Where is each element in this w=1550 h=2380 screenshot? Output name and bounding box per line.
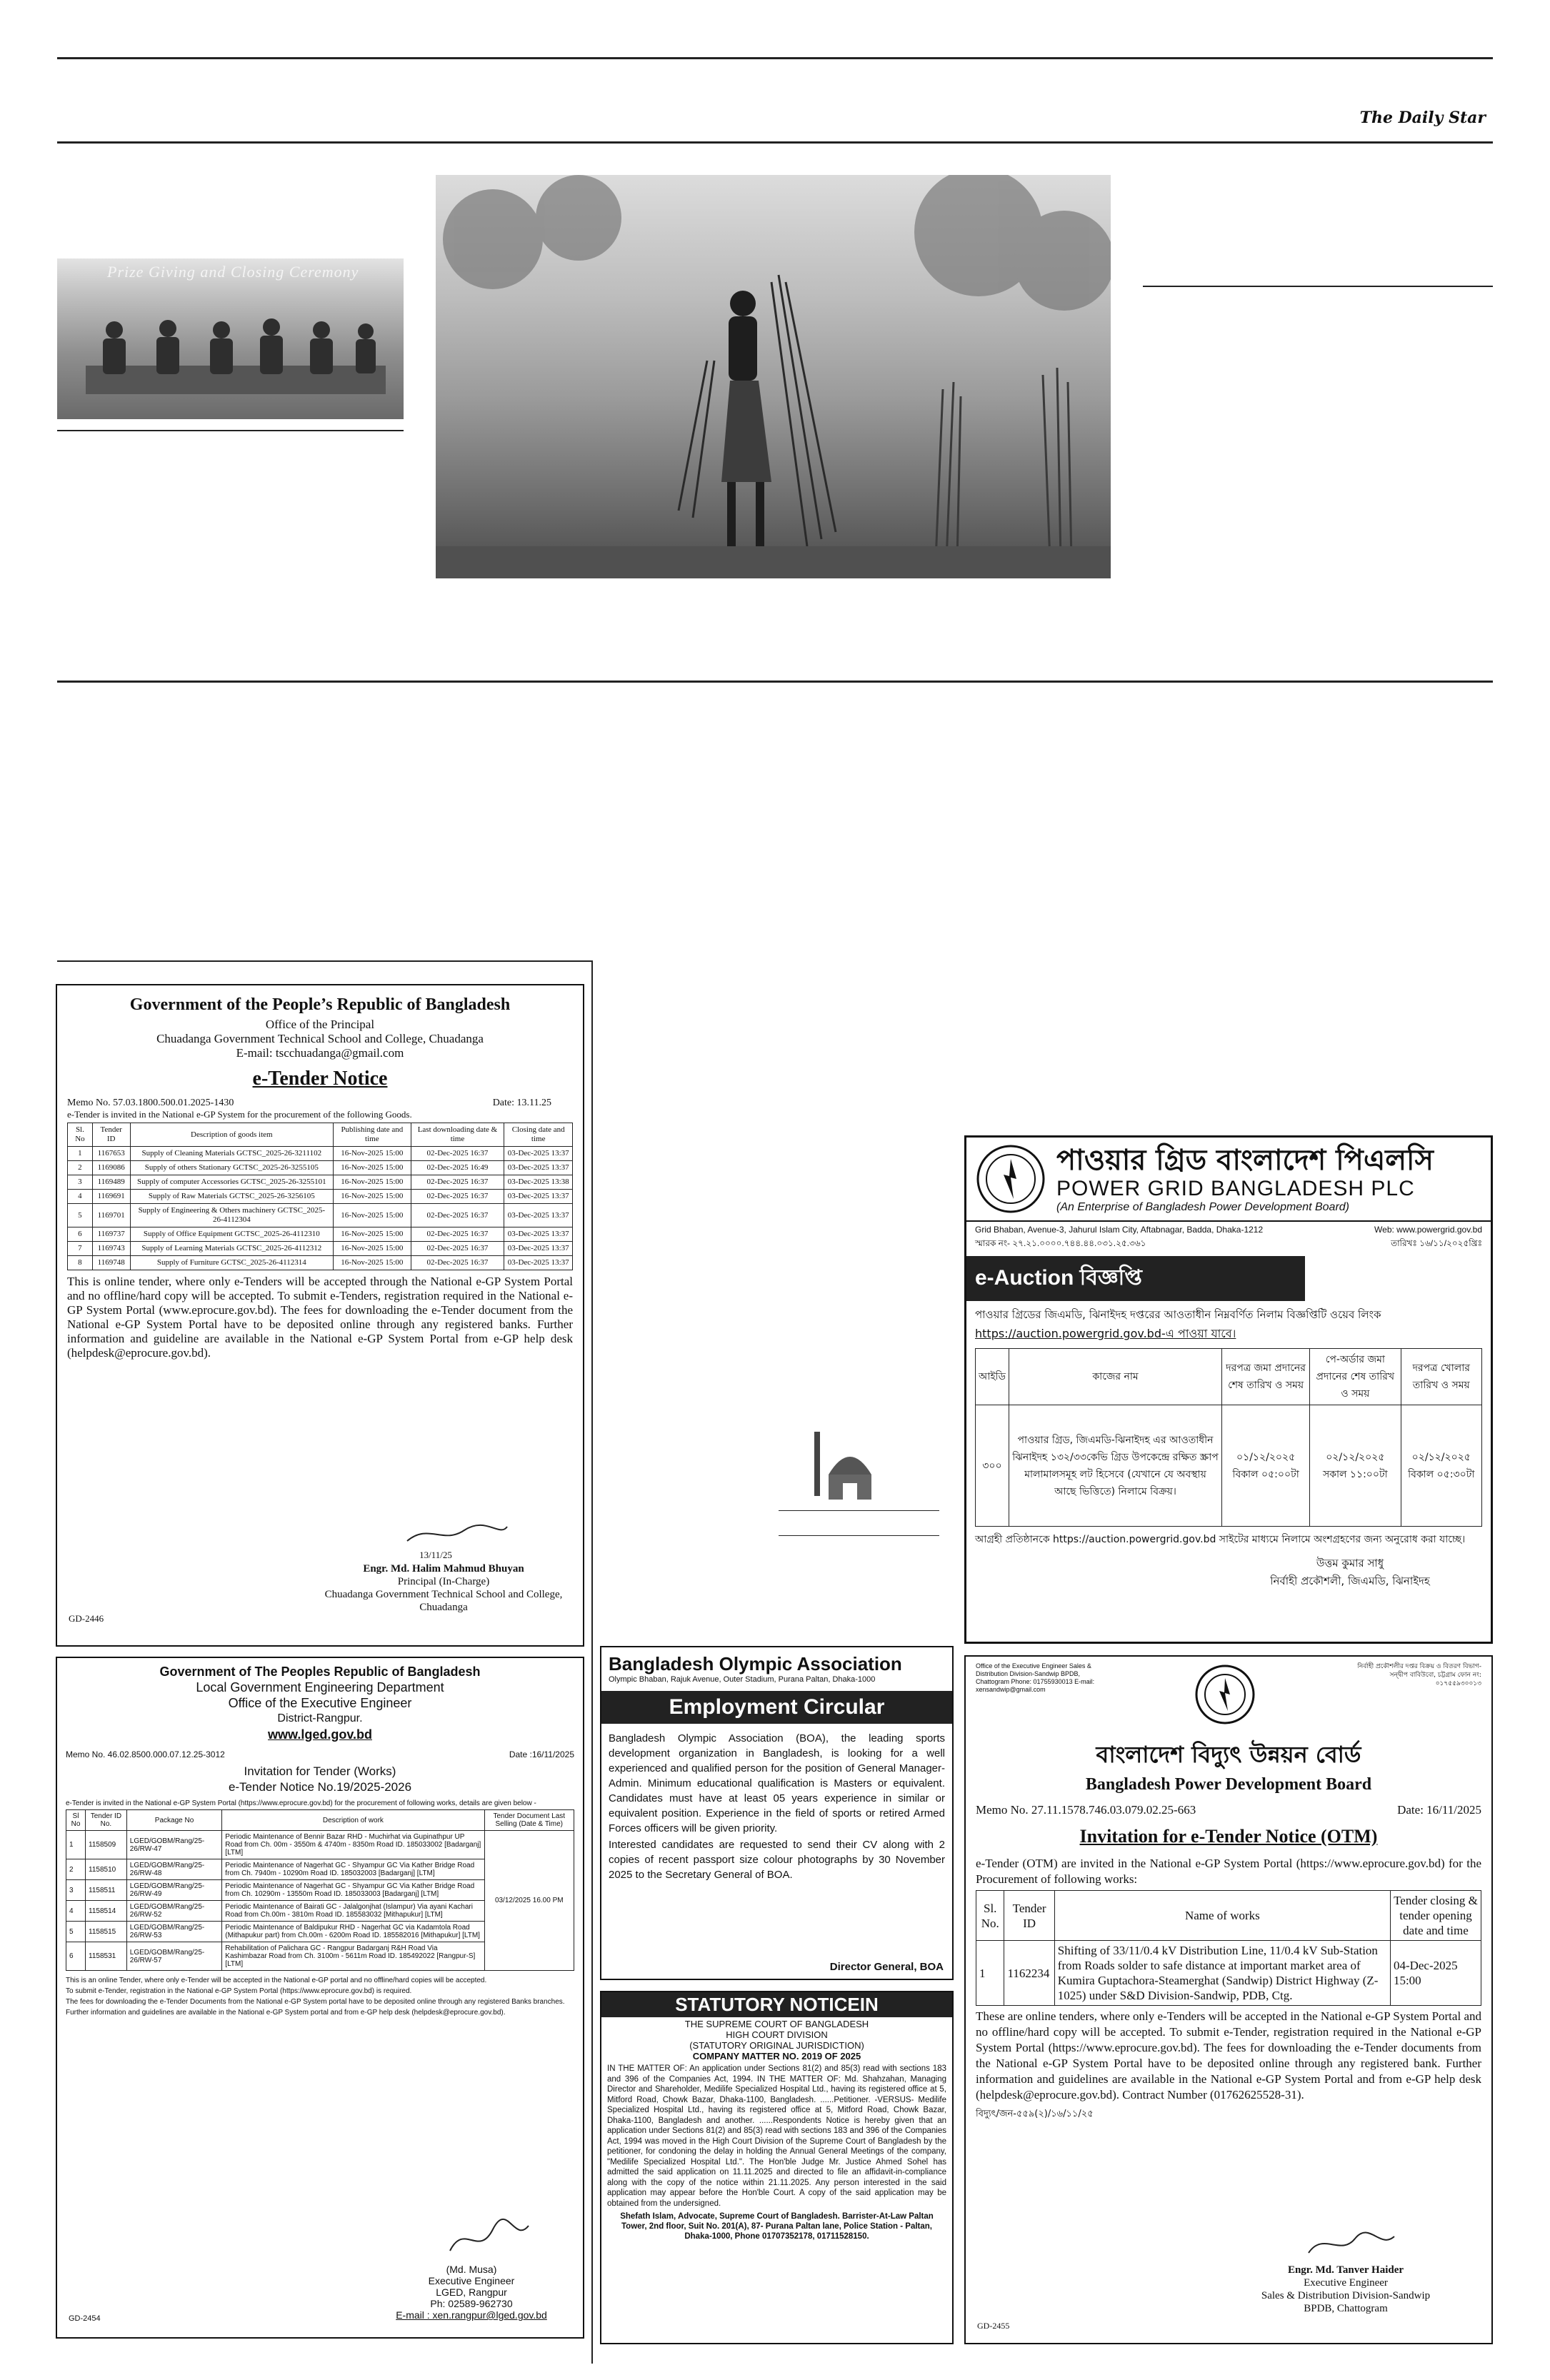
table-cell: 1158509 bbox=[86, 1831, 127, 1859]
lged-email[interactable]: E-mail : xen.rangpur@lged.gov.bd bbox=[396, 2309, 547, 2321]
table-cell: LGED/GOBM/Rang/25-26/RW-52 bbox=[126, 1901, 222, 1922]
pg-address: Grid Bhaban, Avenue-3, Jahurul Islam City, Aftabnagar, Badda, Dhaka-1212 bbox=[975, 1225, 1264, 1235]
works-table bbox=[66, 1809, 574, 1971]
table-cell: Periodic Maintenance of Nagerhat GC - Shyampur GC Via Kather Bridge Road from Ch. 10290m - 13550m Road ID. 185033003 [Badarganj] [LTM] bbox=[222, 1880, 484, 1901]
lged-intro: e-Tender is invited in the National e-GP System Portal (https://www.eprocure.gov.bd) for the procurement of following works, details are given below - bbox=[66, 1799, 536, 1807]
stat-title-bar bbox=[601, 1992, 952, 2017]
table-header: পে-অর্ডার জমা প্রদানের শেষ তারিখ ও সময় bbox=[1310, 1349, 1401, 1405]
table-cell: 02-Dec-2025 16:37 bbox=[411, 1256, 504, 1270]
pg-en-name: POWER GRID BANGLADESH PLC bbox=[1056, 1177, 1415, 1200]
table-cell: 3 bbox=[68, 1175, 93, 1190]
table-cell: 16-Nov-2025 15:00 bbox=[334, 1227, 411, 1242]
table-cell: Supply of Office Equipment GCTSC_2025-26-4112310 bbox=[130, 1227, 334, 1242]
table-cell: Supply of computer Accessories GCTSC_2025-26-3255101 bbox=[130, 1175, 334, 1190]
pg-sub: (An Enterprise of Bangladesh Power Development Board) bbox=[1056, 1201, 1349, 1213]
table-cell: ০১/১২/২০২৫ বিকাল ০৫:০০টা bbox=[1222, 1405, 1310, 1527]
ad-title-text: e-Tender Notice bbox=[252, 1068, 388, 1090]
ad-powergrid-auction bbox=[964, 1135, 1493, 1644]
pg-sig-name: উত্তম কুমার সাধু bbox=[1316, 1557, 1384, 1570]
table-header: Description of goods item bbox=[130, 1123, 334, 1147]
table-cell: 4 bbox=[66, 1901, 86, 1922]
table-cell: Supply of others Stationary GCTSC_2025-26-3255105 bbox=[130, 1161, 334, 1175]
table-cell: Periodic Maintenance of Bairati GC - Jalalgonjhat (Islampur) Via ayani Kachari Road from Ch.00m - 3810m Road ID. 185583032 [Mithapukur] [LTM] bbox=[222, 1901, 484, 1922]
table-cell: 16-Nov-2025 15:00 bbox=[334, 1175, 411, 1190]
table-cell: 1162234 bbox=[1004, 1941, 1054, 2006]
table-cell: 03-Dec-2025 13:37 bbox=[504, 1161, 573, 1175]
table-cell: 6 bbox=[66, 1942, 86, 1971]
lged-district: District-Rangpur. bbox=[277, 1712, 363, 1724]
ceremony-banner: Prize Giving and Closing Ceremony bbox=[107, 263, 359, 281]
pg-footer: আগ্রহী প্রতিষ্ঠানকে https://auction.powergrid.gov.bd সাইটের মাধ্যমে নিলামে অংশগ্রহণের জন্য অনুরোধ করা যাচ্ছে। bbox=[975, 1534, 1466, 1545]
table-cell: LGED/GOBM/Rang/25-26/RW-48 bbox=[126, 1859, 222, 1880]
pg-title-bar bbox=[966, 1256, 1305, 1301]
stat-sig: Shefath Islam, Advocate, Supreme Court of Bangladesh. Barrister-At-Law Paltan Tower, 2nd floor, Suit No. 201(A), 87- Purana Paltan lane, Police Station - Paltan, Dhaka-1000, Phone 01707352178, 01711528150. bbox=[620, 2212, 934, 2241]
table-cell: 4 bbox=[68, 1190, 93, 1204]
table-cell: 1 bbox=[66, 1831, 86, 1859]
table-cell: 16-Nov-2025 15:00 bbox=[334, 1147, 411, 1161]
pg-intro: পাওয়ার গ্রিডের জিএমডি, ঝিনাইদহ দপ্তরের আওতাধীন নিম্নবর্ণিত নিলাম বিজ্ঞপ্তিটি ওয়েব লিংক bbox=[975, 1308, 1381, 1321]
table-header: Tender ID No. bbox=[86, 1810, 127, 1831]
lged-signature bbox=[443, 2215, 536, 2265]
table-cell: 02-Dec-2025 16:37 bbox=[411, 1227, 504, 1242]
table-header: Tender closing & tender opening date and time bbox=[1390, 1891, 1481, 1941]
lged-code: GD-2454 bbox=[69, 2314, 101, 2323]
stat-jurisdiction: (STATUTORY ORIGINAL JURISDICTION) bbox=[689, 2040, 864, 2051]
table-cell: 16-Nov-2025 15:00 bbox=[334, 1204, 411, 1227]
boa-address: Olympic Bhaban, Rajuk Avenue, Outer Stadium, Purana Paltan, Dhaka-1000 bbox=[609, 1675, 876, 1684]
table-cell: 02-Dec-2025 16:37 bbox=[411, 1147, 504, 1161]
column-short-rule bbox=[779, 1510, 939, 1511]
stat-court: THE SUPREME COURT OF BANGLADESH bbox=[684, 2019, 869, 2029]
lged-dept: Local Government Engineering Department bbox=[196, 1680, 444, 1694]
lged-sig-office: LGED, Rangpur bbox=[436, 2286, 507, 2298]
lged-office: Office of the Executive Engineer bbox=[228, 1696, 412, 1710]
bpdb-en-name: Bangladesh Power Development Board bbox=[1085, 1775, 1372, 1794]
man-figure bbox=[721, 291, 771, 546]
table-cell: 16-Nov-2025 15:00 bbox=[334, 1256, 411, 1270]
table-cell: LGED/GOBM/Rang/25-26/RW-49 bbox=[126, 1880, 222, 1901]
table-header: দরপত্র জমা প্রদানের শেষ তারিখ ও সময় bbox=[1222, 1349, 1310, 1405]
table-cell: 1167653 bbox=[92, 1147, 130, 1161]
ad-code: GD-2446 bbox=[69, 1613, 104, 1624]
bpdb-title: Invitation for e-Tender Notice (OTM) bbox=[1079, 1826, 1378, 1847]
signature bbox=[400, 1520, 514, 1548]
ad-memo: Memo No. 57.03.1800.500.01.2025-1430 bbox=[67, 1098, 234, 1108]
table-header: Tender Document Last Selling (Date & Time) bbox=[484, 1810, 574, 1831]
table-header: Package No bbox=[126, 1810, 222, 1831]
last-selling-cell: 03/12/2025 16.00 PM bbox=[484, 1831, 574, 1971]
table-cell: LGED/GOBM/Rang/25-26/RW-57 bbox=[126, 1942, 222, 1971]
table-cell: 1169737 bbox=[92, 1227, 130, 1242]
lged-note: The fees for downloading the e-Tender Documents from the National e-GP System portal have to be deposited online through any registered Banks branches. bbox=[66, 1998, 565, 2006]
table-cell: LGED/GOBM/Rang/25-26/RW-53 bbox=[126, 1922, 222, 1942]
ad-lged-tender bbox=[56, 1657, 584, 2339]
lged-sig-name: (Md. Musa) bbox=[446, 2264, 497, 2275]
goods-table bbox=[67, 1123, 573, 1270]
table-cell: 02-Dec-2025 16:37 bbox=[411, 1190, 504, 1204]
table-cell: Supply of Engineering & Others machinery GCTSC_2025-26-4112304 bbox=[130, 1204, 334, 1227]
bpdb-date: Date: 16/11/2025 bbox=[1397, 1803, 1481, 1817]
table-cell: 16-Nov-2025 15:00 bbox=[334, 1161, 411, 1175]
table-header: Description of work bbox=[222, 1810, 484, 1831]
table-cell: 8 bbox=[68, 1256, 93, 1270]
masthead-rule bbox=[57, 141, 1493, 144]
lged-date: Date :16/11/2025 bbox=[509, 1749, 574, 1759]
table-row bbox=[68, 1175, 573, 1190]
table-cell: Supply of Cleaning Materials GCTSC_2025-26-3211102 bbox=[130, 1147, 334, 1161]
table-cell: 1158514 bbox=[86, 1901, 127, 1922]
table-cell: 1158531 bbox=[86, 1942, 127, 1971]
ad-date: Date: 13.11.25 bbox=[492, 1098, 551, 1108]
pg-title: e-Auction বিজ্ঞপ্তি bbox=[975, 1266, 1142, 1290]
table-cell: Rehabilitation of Palichara GC - Rangpur Badarganj R&H Road Via Kashimbazar Road from Ch. 3100m - 5611m Road ID. 185492022 [Rangpur-S] [LTM] bbox=[222, 1942, 484, 1971]
table-header: Name of works bbox=[1054, 1891, 1390, 1941]
bpdb-body: These are online tenders, where only e-Tenders will be accepted in the National e-GP System Portal and no offline/hard copy will be accepted. To submit e-Tender, registration required in the National e-GP System Portal (https://www.eprocure.gov.bd). The fees for downloading the e-Tender documents from the National e-GP System Portal have to be deposited online through any registered bank. Further information and guidelines are available in the National e-GP System Portal and from e-GP help desk (helpdesk@eprocure.gov.bd). Contract Number (01762625528-31). bbox=[976, 2009, 1481, 2102]
bpdb-table bbox=[976, 1890, 1481, 2006]
stat-matter: COMPANY MATTER NO. 2019 OF 2025 bbox=[692, 2051, 861, 2062]
table-cell: 1169701 bbox=[92, 1204, 130, 1227]
bpdb-memo: Memo No. 27.11.1578.746.03.079.02.25-663 bbox=[976, 1803, 1196, 1817]
table-cell: 03-Dec-2025 13:38 bbox=[504, 1175, 573, 1190]
table-header: Sl. No. bbox=[976, 1891, 1004, 1941]
boa-sig: Director General, BOA bbox=[829, 1961, 944, 1973]
table-cell: 5 bbox=[68, 1204, 93, 1227]
lged-memo: Memo No. 46.02.8500.000.07.12.25-3012 bbox=[66, 1749, 225, 1759]
boa-title-bar bbox=[601, 1691, 952, 1724]
lged-note: To submit e-Tender, registration in the National e-GP System Portal (https://www.eprocure.gov.bd) is required. bbox=[66, 1987, 412, 1995]
bpdb-sig-name: Engr. Md. Tanver Haider bbox=[1287, 2264, 1404, 2276]
stat-title: STATUTORY NOTICEIN bbox=[675, 1994, 879, 2015]
ceremony-caption-rule bbox=[57, 430, 404, 431]
main-photo bbox=[436, 175, 1111, 578]
ad-bpdb-tender bbox=[964, 1655, 1493, 2344]
lged-phone: Ph: 02589-962730 bbox=[430, 2298, 513, 2309]
table-cell: 03-Dec-2025 13:37 bbox=[504, 1204, 573, 1227]
table-cell: ০২/১২/২০২৫ বিকাল ০৫:৩০টা bbox=[1401, 1405, 1481, 1527]
ceremony-photo bbox=[57, 258, 404, 419]
table-header: Publishing date and time bbox=[334, 1123, 411, 1147]
table-cell: 16-Nov-2025 15:00 bbox=[334, 1242, 411, 1256]
table-cell: 1158511 bbox=[86, 1880, 127, 1901]
bpdb-signature bbox=[1301, 2228, 1401, 2264]
lged-web[interactable]: www.lged.gov.bd bbox=[268, 1727, 372, 1742]
pg-web: Web: www.powergrid.gov.bd bbox=[1374, 1225, 1482, 1235]
lged-title: Invitation for Tender (Works) bbox=[244, 1764, 396, 1778]
table-cell: 1169743 bbox=[92, 1242, 130, 1256]
table-cell: 02-Dec-2025 16:37 bbox=[411, 1175, 504, 1190]
ads-column-divider bbox=[591, 960, 593, 2364]
table-cell: 3 bbox=[66, 1880, 86, 1901]
table-cell: 7 bbox=[68, 1242, 93, 1256]
table-cell: 1158515 bbox=[86, 1922, 127, 1942]
bpdb-left-head: Office of the Executive Engineer Sales & Distribution Division-Sandwip BPDB, Chattogram Phone: 01755930013 E-mail: xensandwip@gmail.com bbox=[976, 1662, 1095, 1693]
table-cell: 1169691 bbox=[92, 1190, 130, 1204]
table-cell: 03-Dec-2025 13:37 bbox=[504, 1242, 573, 1256]
table-cell: 1 bbox=[976, 1941, 1004, 2006]
table-cell: 03-Dec-2025 13:37 bbox=[504, 1227, 573, 1242]
table-cell: 6 bbox=[68, 1227, 93, 1242]
stat-body: IN THE MATTER OF: An application under Sections 81(2) and 85(3) read with sections 183 and 396 of the Companies Act, 1994. IN THE MATTER OF: Md. Shahzahan, Managing Director and Shareholder, Medilife Specialized Hospital Ltd., having its registered office at 5, Mitford Road, Chowk Bazar, Dhaka-1100, Bangladesh. ......Petitioner. -VERSUS- Medilife Specialized Hospital Ltd., having its registered office at 5, Mitford Road, Chowk Bazar, Dhaka-1100, Bangladesh and another. ......Respondents Notice is hereby given that an application under Sections 81(2) and 85(3) read with sections 183 and 396 of the Companies Act, 1994 was moved in the High Court Division of the Supreme Court of Bangladesh by the petitioner, for condoning the delay in holding the Annual General Meetings of the company, "Medilife Specialized Hospital Ltd.". The Hon'ble Judge Mr. Justice Ahmed Sohel has admitted the said application on 11.11.2025 and directed to file an affidavit-in-compliance along with the copy of the notice within 21.11.2025. Any person interested in the said application may appear before the Hon'ble Court. A copy of the said application may be obtained from the undersigned. bbox=[607, 2064, 946, 2208]
table-header: Sl No bbox=[66, 1810, 86, 1831]
table-row bbox=[68, 1256, 573, 1270]
bpdb-sig-div: Sales & Distribution Division-Sandwip bbox=[1261, 2290, 1431, 2301]
ad-chuadanga-tender bbox=[56, 984, 584, 1647]
table-cell: 2 bbox=[68, 1161, 93, 1175]
table-row bbox=[68, 1147, 573, 1161]
table-cell: Supply of Raw Materials GCTSC_2025-26-3256105 bbox=[130, 1190, 334, 1204]
table-cell: 5 bbox=[66, 1922, 86, 1942]
sig-name: Engr. Md. Halim Mahmud Bhuyan bbox=[363, 1563, 524, 1575]
boa-p1: Bangladesh Olympic Association (BOA), the leading sports development organization in Bangladesh, is looking for a well experienced and qualified person for the position of General Manager-Admin. Minimum educational qualification is Masters or equivalent. Candidates must have at least 05 years experience in similar or equivalent position. Experience in the field of sports or retired Armed Forces officers will be given priority. bbox=[609, 1732, 945, 1834]
ad-body: This is online tender, where only e-Tenders will be accepted through the National e-GP System Portal and no offline/hard copy will be accepted. To submit e-Tenders, registration required in the National e-GP System Portal (www.eprocure.gov.bd). The fees for downloading the e-Tender document from the National e-GP System Portal have to be deposited online through any registered banks. Further information and guideline are available in the National e-GP System Portal from e-GP help desk (helpdesk@eprocure.gov.bd). bbox=[67, 1275, 573, 1360]
ad-gov-title: Government of the People’s Republic of Bangladesh bbox=[129, 995, 511, 1014]
table-cell: 1169489 bbox=[92, 1175, 130, 1190]
table-cell: 1 bbox=[68, 1147, 93, 1161]
pg-memo: স্মারক নং- ২৭.২১.০০০০.৭৪৪.৪৪.০৩১.২৫.৩৬১ bbox=[975, 1238, 1146, 1248]
pg-link[interactable]: https://auction.powergrid.gov.bd-এ পাওয়া যাবে। bbox=[975, 1327, 1236, 1340]
bpdb-bn-name: বাংলাদেশ বিদ্যুৎ উন্নয়ন বোর্ড bbox=[1096, 1741, 1361, 1768]
table-cell: 04-Dec-2025 15:00 bbox=[1390, 1941, 1481, 2006]
table-header: Closing date and time bbox=[504, 1123, 573, 1147]
bpdb-logo-icon bbox=[1193, 1662, 1257, 1727]
column-short-rule-2 bbox=[779, 1535, 939, 1536]
lged-note: Further information and guidelines are available in the National e-GP System portal and from e-GP help desk (helpdesk@eprocure.gov.bd). bbox=[66, 2009, 506, 2017]
ad-intro: e-Tender is invited in the National e-GP System for the procurement of the following Goods. bbox=[67, 1109, 412, 1120]
table-cell: 1169086 bbox=[92, 1161, 130, 1175]
panel-people bbox=[57, 258, 404, 419]
top-rule bbox=[57, 57, 1493, 59]
table-row bbox=[68, 1204, 573, 1227]
lged-notes bbox=[66, 1975, 574, 2018]
table-row bbox=[68, 1227, 573, 1242]
bpdb-sig-org: BPDB, Chattogram bbox=[1304, 2303, 1388, 2314]
table-cell: Supply of Furniture GCTSC_2025-26-4112314 bbox=[130, 1256, 334, 1270]
powergrid-logo-icon bbox=[975, 1143, 1046, 1215]
stat-division: HIGH COURT DIVISION bbox=[726, 2029, 828, 2040]
bpdb-code: GD-2455 bbox=[977, 2321, 1010, 2331]
mosque-icon bbox=[807, 1425, 886, 1503]
ad-statutory-notice bbox=[600, 1991, 954, 2344]
table-cell: 03-Dec-2025 13:37 bbox=[504, 1190, 573, 1204]
table-cell: LGED/GOBM/Rang/25-26/RW-47 bbox=[126, 1831, 222, 1859]
sig-title: Principal (In-Charge) bbox=[397, 1576, 490, 1587]
ads-top-rule bbox=[57, 960, 593, 962]
ad-institution: Chuadanga Government Technical School and College, Chuadanga bbox=[156, 1032, 484, 1045]
lged-notice: e-Tender Notice No.19/2025-2026 bbox=[228, 1780, 412, 1794]
table-cell: পাওয়ার গ্রিড, জিএমডি-ঝিনাইদহ এর আওতাধীন ঝিনাইদহ ১৩২/৩৩কেভি গ্রিড উপকেন্দ্রে রক্ষিত স্ক্রাপ মালামালসমূহ লট হিসেবে (যেখানে যে অবস্থায় আছে ভিত্তিতে) নিলামে বিক্রয়। bbox=[1009, 1405, 1221, 1527]
table-row bbox=[68, 1242, 573, 1256]
bpdb-sig-title: Executive Engineer bbox=[1304, 2277, 1388, 2289]
right-column-rule bbox=[1143, 286, 1493, 287]
ad-boa-circular bbox=[600, 1646, 954, 1980]
ad-email: E-mail: tscchuadanga@gmail.com bbox=[236, 1046, 404, 1060]
boa-title: Employment Circular bbox=[669, 1695, 885, 1719]
sig-block bbox=[311, 1562, 576, 1614]
table-cell: 16-Nov-2025 15:00 bbox=[334, 1190, 411, 1204]
table-cell: 02-Dec-2025 16:49 bbox=[411, 1161, 504, 1175]
table-row bbox=[68, 1190, 573, 1204]
auction-table bbox=[975, 1348, 1482, 1527]
table-cell: 03-Dec-2025 13:37 bbox=[504, 1256, 573, 1270]
masthead-logo: The Daily Star bbox=[1359, 109, 1486, 127]
pg-bn-name: পাওয়ার গ্রিড বাংলাদেশ পিএলসি bbox=[1056, 1144, 1434, 1177]
table-cell: Periodic Maintenance of Baldipukur RHD - Nagerhat GC via Kadamtola Road (Mithapukur part) from Ch.00m - 6200m Road ID. 185582016 [Mithapukur] [LTM] bbox=[222, 1922, 484, 1942]
bpdb-right-head: নির্বাহী প্রকৌশলীর দপ্তর বিক্রয় ও বিতরণ বিভাগ-সন্দ্বীপ বাবিউবো, চট্টগ্রাম ফোন নং: ০১৭৫৫৯৩০০১৩ bbox=[1357, 1663, 1481, 1687]
table-cell: ৩০০ bbox=[976, 1405, 1009, 1527]
table-header: দরপত্র খোলার তারিখ ও সময় bbox=[1401, 1349, 1481, 1405]
pg-date: তারিখঃ ১৬/১১/২০২৫খ্রিঃ bbox=[1391, 1238, 1482, 1248]
table-cell: 02-Dec-2025 16:37 bbox=[411, 1242, 504, 1256]
table-row bbox=[66, 1831, 574, 1859]
ad-title bbox=[67, 1068, 573, 1090]
lged-note: This is an online Tender, where only e-Tender will be accepted in the National e-GP portal and no offline/hard copies will be accepted. bbox=[66, 1977, 487, 1984]
table-cell: Periodic Maintenance of Bennir Bazar RHD - Muchirhat via Gupinathpur UP Road from Ch. 00m - 3550m & 4740m - 8350m Road ID. 185033002 [Badarganj] [LTM] bbox=[222, 1831, 484, 1859]
table-header: আইডি bbox=[976, 1349, 1009, 1405]
table-cell: 1169748 bbox=[92, 1256, 130, 1270]
boa-name: Bangladesh Olympic Association bbox=[609, 1653, 902, 1674]
table-cell: 1158510 bbox=[86, 1859, 127, 1880]
bpdb-intro: e-Tender (OTM) are invited in the National e-GP System Portal (https://www.eprocure.gov.bd) for the Procurement of following works: bbox=[976, 1857, 1481, 1886]
table-header: Tender ID bbox=[92, 1123, 130, 1147]
ad-office: Office of the Principal bbox=[265, 1018, 375, 1031]
table-cell: Supply of Learning Materials GCTSC_2025-26-4112312 bbox=[130, 1242, 334, 1256]
pg-sig-title: নির্বাহী প্রকৌশলী, জিএমডি, ঝিনাইদহ bbox=[1270, 1575, 1430, 1587]
mid-page-rule bbox=[57, 681, 1493, 683]
boa-p2: Interested candidates are requested to send their CV along with 2 copies of recent passport size colour photographs by 30 November 2025 to the Secretary General of BOA. bbox=[609, 1839, 945, 1881]
table-cell: Shifting of 33/11/0.4 kV Distribution Line, 11/0.4 kV Sub-Station from Roads solder to safe distance at important market area of Kumira Guptachora-Steamerghat (Sandwip) District Highway (Z-1025) under S&D Division-Sandwip, PDB, Ctg. bbox=[1054, 1941, 1390, 2006]
lged-gov: Government of The Peoples Republic of Bangladesh bbox=[159, 1665, 481, 1679]
lged-sig-title: Executive Engineer bbox=[428, 2275, 515, 2286]
bpdb-code-bn: বিদ্যুৎ/জন-৫৫৯(২)/১৬/১১/২৫ bbox=[976, 2109, 1094, 2119]
table-header: Tender ID bbox=[1004, 1891, 1054, 1941]
sig-institution: Chuadanga Government Technical School and College, Chuadanga bbox=[324, 1589, 563, 1613]
table-cell: 02-Dec-2025 16:37 bbox=[411, 1204, 504, 1227]
table-header: Last downloading date & time bbox=[411, 1123, 504, 1147]
table-header: কাজের নাম bbox=[1009, 1349, 1221, 1405]
table-row bbox=[68, 1161, 573, 1175]
jute-carrier-scene bbox=[436, 175, 1111, 578]
table-cell: 2 bbox=[66, 1859, 86, 1880]
sig-date: 13/11/25 bbox=[419, 1550, 452, 1560]
table-cell: Periodic Maintenance of Nagerhat GC - Shyampur GC Via Kather Bridge Road from Ch. 7940m - 10290m Road ID. 185032003 [Badarganj] [LTM] bbox=[222, 1859, 484, 1880]
table-cell: 03-Dec-2025 13:37 bbox=[504, 1147, 573, 1161]
table-cell: ০২/১২/২০২৫ সকাল ১১:০০টা bbox=[1310, 1405, 1401, 1527]
table-header: Sl. No bbox=[68, 1123, 93, 1147]
